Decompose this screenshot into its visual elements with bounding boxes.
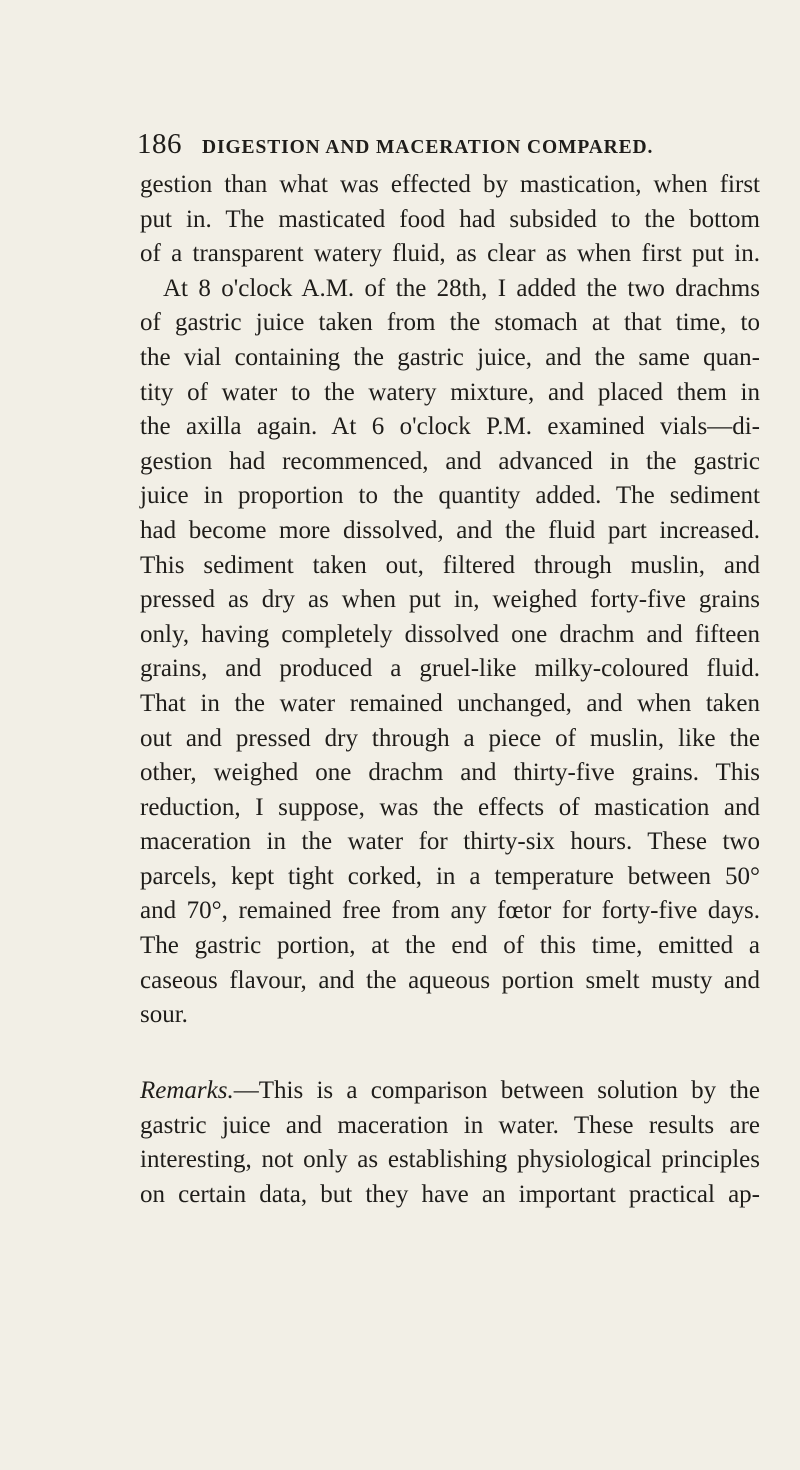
text-line: interesting, not only as establishing physiological principles: [140, 1146, 760, 1174]
text-line: and 70°, remained free from any fœtor for forty-five days.: [140, 897, 760, 925]
text-line: the vial containing the gastric juice, and the same quan-: [140, 343, 760, 371]
remarks-first-line: [140, 1074, 760, 1109]
text-line: caseous flavour, and the aqueous portion smelt musty and: [140, 966, 760, 994]
text-line: tity of water to the watery mixture, and placed them in: [140, 378, 760, 406]
remarks-paragraph: [140, 1074, 760, 1212]
text-line: The gastric portion, at the end of this time, emitted a: [140, 932, 760, 960]
text-line: of a transparent watery fluid, as clear as when first put in.: [140, 240, 760, 268]
text-line: juice in proportion to the quantity added. The sediment: [140, 482, 760, 510]
text-line: At 8 o'clock A.M. of the 28th, I added the two drachms: [163, 274, 760, 302]
text-line: maceration in the water for thirty-six hours. These two: [140, 828, 760, 856]
text-line: only, having completely dissolved one drachm and fifteen: [140, 620, 760, 648]
text-line: gastric juice and maceration in water. These results are: [140, 1111, 760, 1139]
text-line: This sediment taken out, filtered through muslin, and: [140, 551, 760, 579]
remarks-heading: Remarks.: [140, 1077, 234, 1104]
text-line: the axilla again. At 6 o'clock P.M. examined vials—di-: [140, 413, 760, 441]
text-line: parcels, kept tight corked, in a temperature between 50°: [140, 862, 760, 890]
text-line: pressed as dry as when put in, weighed forty-five grains: [140, 586, 760, 614]
text-line: gestion had recommenced, and advanced in the gastric: [140, 447, 760, 475]
page-header: [137, 128, 757, 168]
text-line: gestion than what was effected by mastication, when first: [140, 171, 760, 198]
text-line: grains, and produced a gruel-like milky-coloured fluid.: [140, 655, 760, 683]
text-line: That in the water remained unchanged, and when taken: [140, 689, 760, 717]
page-number: 186: [137, 128, 182, 160]
text-line: reduction, I suppose, was the effects of mastication and: [140, 793, 760, 821]
remarks-first-line-text: —This is a comparison between solution by the: [233, 1077, 760, 1104]
text-line: sour.: [140, 1001, 188, 1029]
text-line: of gastric juice taken from the stomach at that time, to: [140, 309, 760, 337]
text-line: had become more dissolved, and the fluid part increased.: [140, 516, 760, 544]
text-line: out and pressed dry through a piece of muslin, like the: [140, 724, 760, 752]
text-line: put in. The masticated food had subsided to the bottom: [140, 205, 760, 233]
main-text: [140, 168, 760, 1033]
text-line: other, weighed one drachm and thirty-five grains. This: [140, 759, 760, 787]
text-line: on certain data, but they have an important practical ap-: [140, 1180, 760, 1208]
running-title: DIGESTION AND MACERATION COMPARED.: [202, 137, 654, 158]
